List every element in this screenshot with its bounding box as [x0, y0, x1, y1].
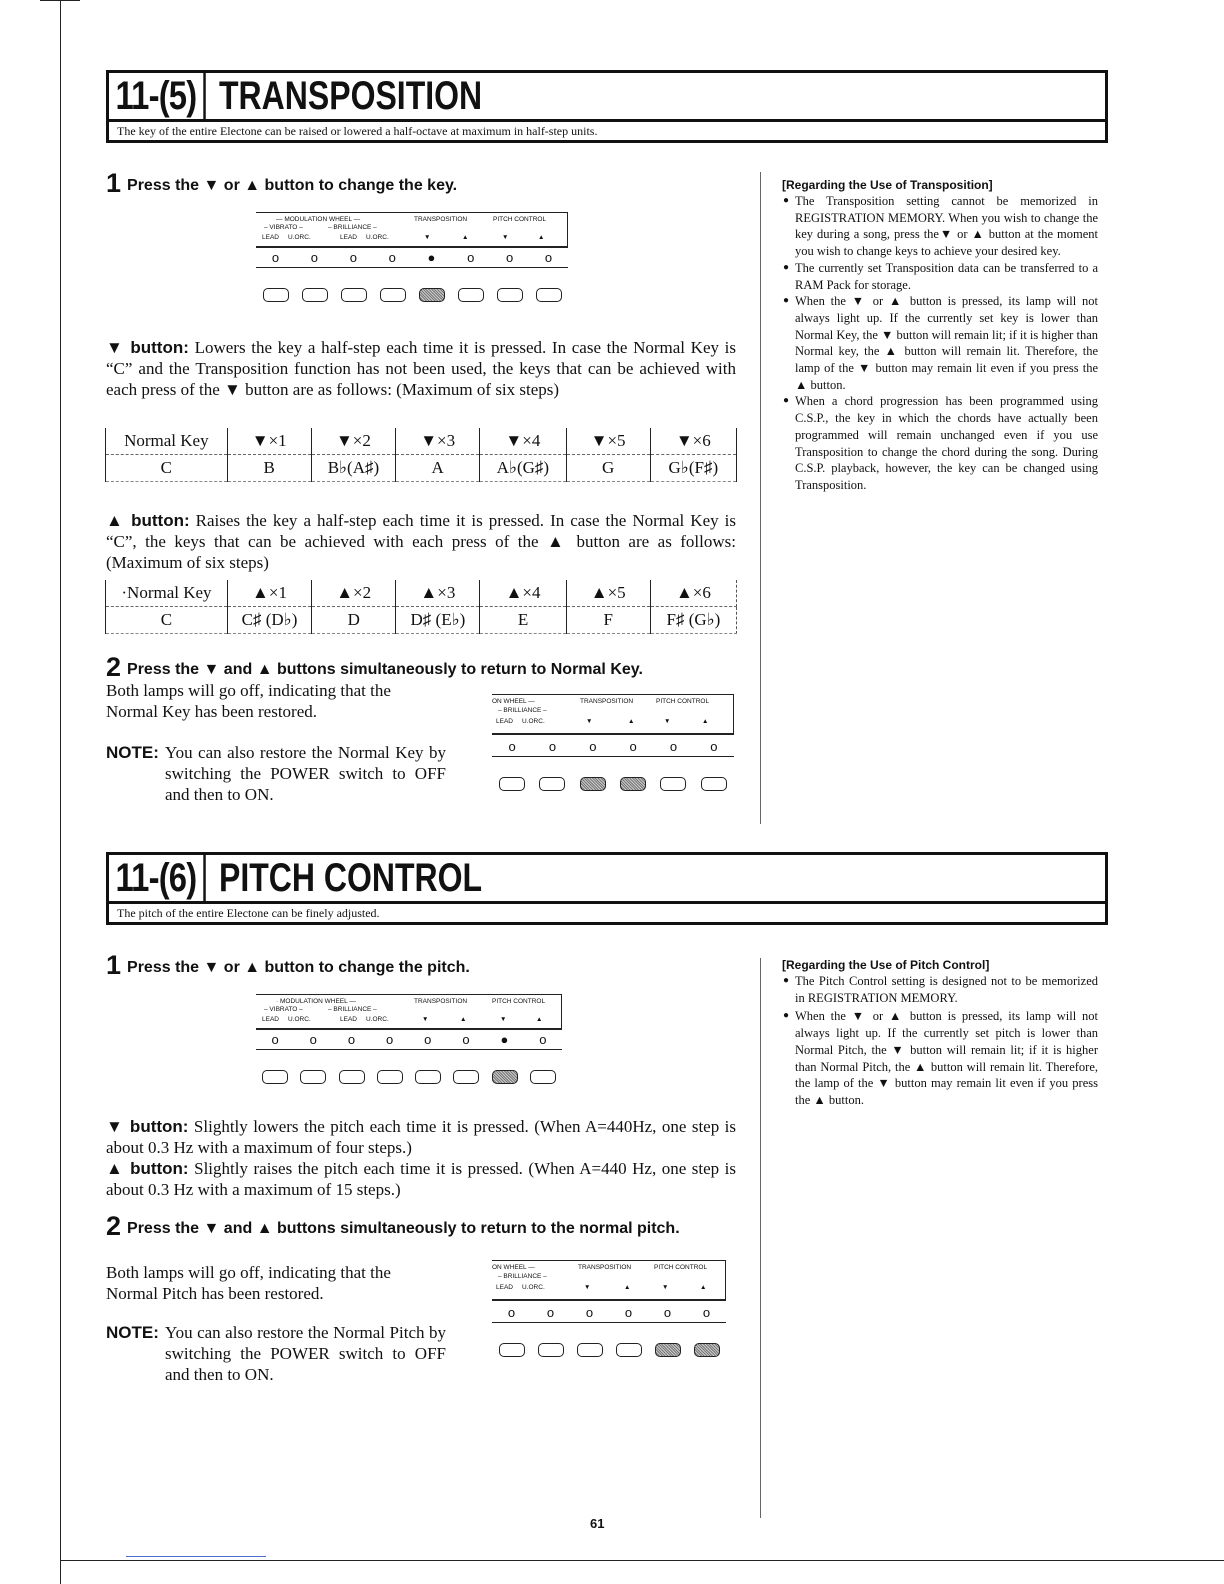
top-mark [40, 0, 80, 1]
section-header-pitch-control [106, 852, 1108, 925]
panel-button [300, 1070, 326, 1084]
section-subtitle: The key of the entire Electone can be raised or lowered a half-octave at maximum in half-step units. [117, 124, 598, 138]
panel-button [536, 288, 562, 302]
panel-button-lit [655, 1343, 681, 1357]
panel-button [339, 1070, 365, 1084]
panel-button [538, 1343, 564, 1357]
section-header-transposition [106, 70, 1108, 143]
sidebar-pitch-control: [Regarding the Use of Pitch Control] ● The Pitch Control setting is designed not to be memorized in REGISTRATION MEMORY. ● When the ▼ or ▲ button is pressed, its lamp will not always light up. If the currently set pitch is lower than Normal Pitch, the ▼ button will remain lit; if it is higher than Normal Pitch, the ▲ button will remain lit. Therefore, the lamp of the ▼ button may remain lit even if you press the ▲ button. [782, 958, 1098, 1109]
step-1-heading: 1 Press the ▼ or ▲ button to change the pitch. [106, 950, 470, 980]
up-key-table: ·Normal Key ▲×1 ▲×2 ▲×3 ▲×4 ▲×5 ▲×6 C C♯ (D♭) D D♯ (E♭) E F F♯ (G♭) [105, 580, 737, 634]
column-divider [760, 958, 761, 1518]
panel-button-lit [580, 777, 606, 791]
sidebar-item: ● The currently set Transposition data can be transferred to a RAM Pack for storage. [782, 260, 1098, 293]
bottom-rule [60, 1560, 1224, 1561]
pitch-down-description: ▼ button: Slightly lowers the pitch each time it is pressed. (When A=440Hz, one step is about 0.3 Hz with a maximum of four steps.) [106, 1117, 737, 1157]
panel-button-lit [620, 777, 646, 791]
section-number: 11-(5) [109, 73, 205, 119]
sidebar-item: ● The Pitch Control setting is designed not to be memorized in REGISTRATION MEMORY. [782, 973, 1098, 1006]
sidebar-item: ● When the ▼ or ▲ button is pressed, its lamp will not always light up. If the currently set key is lower than Normal Key, the ▼ button will remain lit; if it is higher than Normal key, the ▲ button will remain lit. Therefore, the lamp of the ▼ button may remain lit even if you press the ▲ button. [782, 293, 1098, 393]
section-number: 11-(6) [109, 855, 205, 901]
panel-button [499, 1343, 525, 1357]
down-button-description: ▼ button: Lowers the key a half-step each time it is pressed. In case the Normal Key is “C” and the Transposition function has not been used, the keys that can be achieved with each press of the ▼ button are as follows: (Maximum of six steps) [106, 338, 736, 399]
panel-button [660, 777, 686, 791]
panel-button [377, 1070, 403, 1084]
step-1-heading: 1 Press the ▼ or ▲ button to change the key. [106, 168, 458, 198]
panel-diagram-transposition: — MODULATION WHEEL — – VIBRATO – – BRILLIANCE – TRANSPOSITION PITCH CONTROL LEAD U.ORC. LEAD U.ORC. ▼ ▲ ▼ ▲ o o o o ● o o o [256, 212, 568, 302]
section-subtitle: The pitch of the entire Electone can be finely adjusted. [117, 906, 380, 920]
panel-button [453, 1070, 479, 1084]
step-2-heading: 2 Press the ▼ and ▲ buttons simultaneously to return to the normal pitch. [106, 1211, 680, 1241]
panel-diagram-pitch: · MODULATION WHEEL — – VIBRATO – – BRILLIANCE – TRANSPOSITION PITCH CONTROL LEAD U.ORC. LEAD U.ORC. ▼ ▲ ▼ ▲ o o o o o o ● o [256, 994, 562, 1084]
sidebar-transposition: [Regarding the Use of Transposition] ● The Transposition setting cannot be memorized in REGISTRATION MEMORY. When you wish to change the key during a song, press the▼ or ▲ button at the moment you wish to change keys to achieve your desired key. ● The currently set Transposition data can be transferred to a RAM Pack for storage. ● When the ▼ or ▲ button is pressed, its lamp will not always light up. If the currently set key is lower than Normal Key, the ▼ button will remain lit; if it is higher than Normal key, the ▲ button will remain lit. Therefore, the lamp of the ▼ button may remain lit even if you press the ▲ button. ● When a chord progression has been programmed using C.S.P., the key in which the chords have actually been programmed will remain unchanged even if you use Transposition to change the chord during the song. During C.S.P. playback, however, the key can be changed using Transposition. [782, 178, 1098, 494]
panel-button [499, 777, 525, 791]
panel-button [263, 288, 289, 302]
section-title: TRANSPOSITION [219, 74, 483, 118]
column-divider [760, 172, 761, 824]
panel-diagram-reset-key: ON WHEEL — – BRILLIANCE – TRANSPOSITION PITCH CONTROL LEAD U.ORC. ▼ ▲ ▼ ▲ o o o o o o [492, 694, 734, 791]
sidebar-item: ● The Transposition setting cannot be memorized in REGISTRATION MEMORY. When you wish to change the key during a song, press the▼ or ▲ button at the moment you wish to change keys to achieve your desired key. [782, 193, 1098, 260]
page-number: 61 [590, 1516, 605, 1531]
down-key-table: Normal Key ▼×1 ▼×2 ▼×3 ▼×4 ▼×5 ▼×6 C B B♭(A♯) A A♭(G♯) G G♭(F♯) [105, 428, 737, 482]
sidebar-item: ● When the ▼ or ▲ button is pressed, its lamp will not always light up. If the currently set pitch is lower than Normal Pitch, the ▼ button will remain lit; if it is higher than Normal Pitch, the ▲ button will remain lit. Therefore, the lamp of the ▼ button may remain lit even if you press the ▲ button. [782, 1008, 1098, 1108]
panel-button [616, 1343, 642, 1357]
panel-button [302, 288, 328, 302]
panel-diagram-reset-pitch: ON WHEEL — – BRILLIANCE – TRANSPOSITION PITCH CONTROL LEAD U.ORC. ▼ ▲ ▼ ▲ o o o o o o [492, 1260, 726, 1357]
step-2-text: Both lamps will go off, indicating that the Normal Key has been restored. [106, 681, 391, 721]
step-2-text: Both lamps will go off, indicating that the Normal Pitch has been restored. [106, 1263, 391, 1303]
step-2-heading: 2 Press the ▼ and ▲ buttons simultaneously to return to Normal Key. [106, 652, 643, 682]
panel-button [458, 288, 484, 302]
sidebar-item: ● When a chord progression has been programmed using C.S.P., the key in which the chords have actually been programmed will remain unchanged even if you use Transposition to change the chord during the song. During C.S.P. playback, however, the key can be changed using Transposition. [782, 393, 1098, 493]
panel-button [415, 1070, 441, 1084]
panel-button [262, 1070, 288, 1084]
panel-button [701, 777, 727, 791]
bottom-footnote-rule [126, 1556, 266, 1557]
panel-button [497, 288, 523, 302]
left-margin-rule [60, 0, 61, 1584]
panel-button-lit [694, 1343, 720, 1357]
panel-button-lit [419, 288, 445, 302]
pitch-up-description: ▲ button: Slightly raises the pitch each time it is pressed. (When A=440 Hz, one step is about 0.3 Hz with a maximum of 15 steps.) [106, 1159, 737, 1199]
panel-button-lit [492, 1070, 518, 1084]
section-title: PITCH CONTROL [219, 856, 483, 900]
note: NOTE: You can also restore the Normal Pitch by switching the POWER switch to OFF and then to ON. [106, 1323, 446, 1384]
panel-button [577, 1343, 603, 1357]
panel-button [530, 1070, 556, 1084]
panel-button [380, 288, 406, 302]
note: NOTE: You can also restore the Normal Key by switching the POWER switch to OFF and then to ON. [106, 743, 446, 804]
panel-button [341, 288, 367, 302]
panel-button [539, 777, 565, 791]
up-button-description: ▲ button: Raises the key a half-step each time it is pressed. In case the Normal Key is “C”, the keys that can be achieved with each press of the ▲ button are as follows: (Maximum of six steps) [106, 511, 736, 572]
